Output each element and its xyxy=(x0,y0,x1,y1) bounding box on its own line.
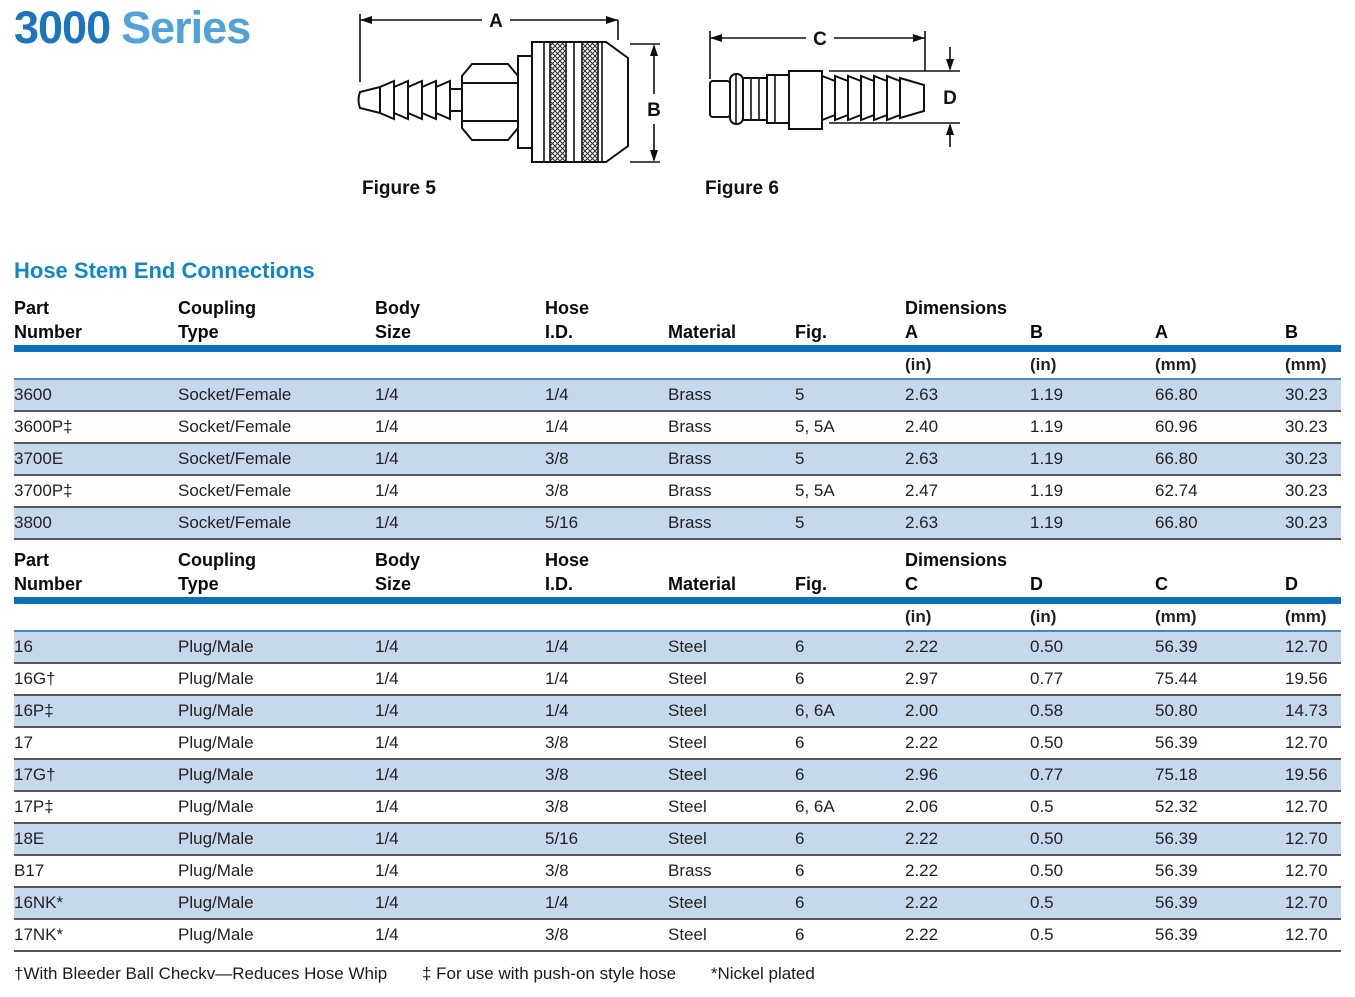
table-row xyxy=(14,380,1341,412)
table-cell: 66.80 xyxy=(1155,513,1198,532)
unit-label: (mm) xyxy=(1155,607,1197,626)
table-cell: 56.39 xyxy=(1155,829,1198,848)
table-cell: 16P‡ xyxy=(14,701,54,720)
coupling-sleeve xyxy=(532,42,628,162)
table-row xyxy=(14,476,1341,508)
table-cell: 12.70 xyxy=(1285,733,1328,752)
knurl-band xyxy=(550,42,566,162)
table-cell: 1/4 xyxy=(375,637,399,656)
arrowhead-right-icon xyxy=(606,16,618,24)
table-header-row xyxy=(14,540,1341,596)
table-cell: 56.39 xyxy=(1155,861,1198,880)
dim-label-d: D xyxy=(943,88,957,109)
table-cell: 16G† xyxy=(14,669,56,688)
table-cell: 2.96 xyxy=(905,765,939,784)
table-cell: Plug/Male xyxy=(178,893,254,912)
table-cell: 6 xyxy=(795,893,805,912)
column-header: Material xyxy=(668,322,737,342)
figure6-caption: Figure 6 xyxy=(705,178,779,199)
table-cell: 2.22 xyxy=(905,893,939,912)
knurl-band xyxy=(582,42,598,162)
table-cell: Steel xyxy=(668,733,707,752)
table-cell: 3/8 xyxy=(545,925,569,944)
table-cell: 17 xyxy=(14,733,33,752)
table-cell: 0.5 xyxy=(1030,797,1054,816)
table-cell: 14.73 xyxy=(1285,701,1328,720)
table-row xyxy=(14,632,1341,664)
table-cell: 2.22 xyxy=(905,733,939,752)
table-cell: 3700P‡ xyxy=(14,481,73,500)
table-row xyxy=(14,444,1341,476)
table-cell: 1.19 xyxy=(1030,385,1064,404)
table-cell: 3800 xyxy=(14,513,52,532)
footnotes xyxy=(14,964,1341,984)
section-heading: Hose Stem End Connections xyxy=(14,258,315,283)
column-header: Dimensions A xyxy=(905,298,1008,342)
table-cell: 16NK* xyxy=(14,893,64,912)
column-header: Coupling Type xyxy=(178,298,256,342)
hex-nut xyxy=(462,64,518,140)
table-cell: 2.22 xyxy=(905,861,939,880)
table-cell: 0.50 xyxy=(1030,637,1064,656)
table-cell: 3/8 xyxy=(545,797,569,816)
table-cell: Brass xyxy=(668,385,712,404)
table-cell: 30.23 xyxy=(1285,449,1328,468)
hose-barb-nose xyxy=(900,78,924,118)
unit-label: (mm) xyxy=(1155,355,1197,374)
column-header: Body Size xyxy=(375,550,420,594)
table-cell: 5 xyxy=(795,385,805,404)
table-cell: Plug/Male xyxy=(178,637,254,656)
table-cell: 1/4 xyxy=(375,513,399,532)
table-cell: 1/4 xyxy=(375,385,399,404)
hose-barb-nose xyxy=(359,87,381,113)
table-cell: 0.77 xyxy=(1030,669,1064,688)
table-cell: 3/8 xyxy=(545,733,569,752)
table-cell: 0.77 xyxy=(1030,765,1064,784)
table-cell: Plug/Male xyxy=(178,797,254,816)
column-header: Part Number xyxy=(14,298,83,342)
table-row xyxy=(14,728,1341,760)
table-cell: Plug/Male xyxy=(178,733,254,752)
table-cell: 6 xyxy=(795,861,805,880)
table-row xyxy=(14,920,1341,952)
table-cell: Steel xyxy=(668,669,707,688)
table-cell: Steel xyxy=(668,701,707,720)
unit-label: (mm) xyxy=(1285,355,1327,374)
table-cell: Plug/Male xyxy=(178,669,254,688)
table-cell: 16 xyxy=(14,637,33,656)
plug-body xyxy=(789,71,822,129)
table-cell: 1/4 xyxy=(545,701,569,720)
table-cell: 3/8 xyxy=(545,861,569,880)
table-cell: Steel xyxy=(668,829,707,848)
table-cell: Steel xyxy=(668,797,707,816)
table-row xyxy=(14,412,1341,444)
page-title-series-number: 3000 xyxy=(14,2,111,53)
table-cell: 2.40 xyxy=(905,417,939,436)
table-cell: B17 xyxy=(14,861,45,880)
table-cell: 1/4 xyxy=(375,417,399,436)
table-cell: 56.39 xyxy=(1155,925,1198,944)
table-cell: 30.23 xyxy=(1285,417,1328,436)
table-cell: 56.39 xyxy=(1155,733,1198,752)
table-cell: 1.19 xyxy=(1030,513,1064,532)
table-header-row xyxy=(14,288,1341,344)
table-row xyxy=(14,696,1341,728)
table-cell: Plug/Male xyxy=(178,925,254,944)
table-row xyxy=(14,508,1341,540)
table-cell: 56.39 xyxy=(1155,893,1198,912)
table-cell: 1/4 xyxy=(375,733,399,752)
page-title-series-word: Series xyxy=(121,2,251,53)
table-cell: 0.50 xyxy=(1030,861,1064,880)
column-header: Hose I.D. xyxy=(545,298,590,342)
table-cell: Brass xyxy=(668,861,712,880)
arrowhead-down-icon xyxy=(946,59,954,71)
unit-label: (in) xyxy=(1030,607,1057,626)
table-cell: 2.63 xyxy=(905,449,939,468)
units-row xyxy=(14,604,1341,630)
table-cell: 75.44 xyxy=(1155,669,1198,688)
table-cell: 1/4 xyxy=(375,829,399,848)
footnote-double-dagger: ‡ For use with push-on style hose xyxy=(421,964,677,983)
table-cell: 75.18 xyxy=(1155,765,1198,784)
column-header: Coupling Type xyxy=(178,550,256,594)
table-cell: 2.97 xyxy=(905,669,939,688)
table-cell: 5, 5A xyxy=(795,481,835,500)
table-cell: 52.32 xyxy=(1155,797,1198,816)
table-cell: 1.19 xyxy=(1030,417,1064,436)
dim-label-c: C xyxy=(813,29,827,50)
table-cell: 3/8 xyxy=(545,481,569,500)
plug-male-table xyxy=(14,540,1341,952)
table-cell: 3/8 xyxy=(545,449,569,468)
table-cell: 6 xyxy=(795,925,805,944)
table-cell: 12.70 xyxy=(1285,797,1328,816)
table-cell: 62.74 xyxy=(1155,481,1198,500)
table-cell: Plug/Male xyxy=(178,829,254,848)
table-cell: 5/16 xyxy=(545,513,579,532)
table-cell: 1/4 xyxy=(545,637,569,656)
table-cell: Brass xyxy=(668,449,712,468)
table-cell: Steel xyxy=(668,765,707,784)
table-cell: 17G† xyxy=(14,765,56,784)
figure5-caption: Figure 5 xyxy=(362,178,436,199)
table-cell: 1/4 xyxy=(545,385,569,404)
table-cell: 1/4 xyxy=(375,861,399,880)
table-cell: 17NK* xyxy=(14,925,64,944)
column-header: B xyxy=(1030,322,1043,342)
table-cell: Socket/Female xyxy=(178,513,292,532)
table-cell: Plug/Male xyxy=(178,765,254,784)
column-header: A xyxy=(1155,322,1168,342)
table-cell: Steel xyxy=(668,637,707,656)
table-cell: 19.56 xyxy=(1285,765,1328,784)
table-cell: 0.50 xyxy=(1030,733,1064,752)
table-cell: 3600P‡ xyxy=(14,417,73,436)
column-header: Fig. xyxy=(795,322,827,342)
table-cell: 1/4 xyxy=(375,765,399,784)
table-cell: 30.23 xyxy=(1285,481,1328,500)
table-cell: 66.80 xyxy=(1155,385,1198,404)
column-header: Material xyxy=(668,574,737,594)
table-cell: 19.56 xyxy=(1285,669,1328,688)
figure5-socket-coupling-drawing xyxy=(350,6,670,166)
unit-label: (in) xyxy=(905,607,932,626)
arrowhead-up-icon xyxy=(946,123,954,135)
table-cell: 3/8 xyxy=(545,765,569,784)
unit-label: (mm) xyxy=(1285,607,1327,626)
table-cell: 1/4 xyxy=(375,893,399,912)
table-cell: 30.23 xyxy=(1285,513,1328,532)
table-cell: 12.70 xyxy=(1285,925,1328,944)
table-cell: Socket/Female xyxy=(178,449,292,468)
table-cell: 6 xyxy=(795,765,805,784)
table-cell: 12.70 xyxy=(1285,829,1328,848)
unit-label: (in) xyxy=(1030,355,1057,374)
page-title xyxy=(14,2,250,54)
table-cell: 6 xyxy=(795,637,805,656)
table-cell: 1/4 xyxy=(545,417,569,436)
table-cell: 56.39 xyxy=(1155,637,1198,656)
table-cell: 50.80 xyxy=(1155,701,1198,720)
table-row xyxy=(14,824,1341,856)
table-cell: 1/4 xyxy=(375,925,399,944)
table-cell: 12.70 xyxy=(1285,637,1328,656)
table-cell: 1/4 xyxy=(545,893,569,912)
table-cell: 5 xyxy=(795,513,805,532)
table-cell: 6 xyxy=(795,669,805,688)
hose-stem-end-connections-section xyxy=(14,288,1341,984)
figure6-plug-coupling-drawing xyxy=(698,25,978,175)
table-cell: 1.19 xyxy=(1030,449,1064,468)
table-cell: 6 xyxy=(795,829,805,848)
arrowhead-left-icon xyxy=(710,34,722,42)
table-cell: 2.22 xyxy=(905,925,939,944)
table-cell: 6, 6A xyxy=(795,701,835,720)
table-row xyxy=(14,888,1341,920)
arrowhead-left-icon xyxy=(360,16,372,24)
table-cell: 0.5 xyxy=(1030,925,1054,944)
table-row xyxy=(14,856,1341,888)
plug-tip xyxy=(710,81,730,117)
header-rule xyxy=(14,345,1341,352)
table-cell: 2.00 xyxy=(905,701,939,720)
table-cell: 1/4 xyxy=(375,481,399,500)
table-cell: Plug/Male xyxy=(178,701,254,720)
dim-label-a: A xyxy=(489,11,503,32)
table-cell: 2.47 xyxy=(905,481,939,500)
units-row xyxy=(14,352,1341,378)
table-cell: 30.23 xyxy=(1285,385,1328,404)
table-cell: Socket/Female xyxy=(178,481,292,500)
socket-female-table xyxy=(14,288,1341,540)
table-cell: 1/4 xyxy=(375,701,399,720)
table-row xyxy=(14,760,1341,792)
header-rule xyxy=(14,597,1341,604)
table-row xyxy=(14,792,1341,824)
table-cell: 2.63 xyxy=(905,513,939,532)
table-cell: 5/16 xyxy=(545,829,579,848)
table-cell: 12.70 xyxy=(1285,861,1328,880)
table-cell: 6 xyxy=(795,733,805,752)
table-cell: 66.80 xyxy=(1155,449,1198,468)
table-cell: 1.19 xyxy=(1030,481,1064,500)
table-cell: 1/4 xyxy=(375,669,399,688)
table-cell: 0.50 xyxy=(1030,829,1064,848)
table-cell: 60.96 xyxy=(1155,417,1198,436)
arrowhead-down-icon xyxy=(650,150,658,162)
column-header: Dimensions C xyxy=(905,550,1008,594)
table-cell: Brass xyxy=(668,417,712,436)
column-header: Part Number xyxy=(14,550,83,594)
table-cell: 5, 5A xyxy=(795,417,835,436)
table-cell: Steel xyxy=(668,893,707,912)
column-header: Body Size xyxy=(375,298,420,342)
table-cell: 3600 xyxy=(14,385,52,404)
column-header: Fig. xyxy=(795,574,827,594)
table-cell: 2.63 xyxy=(905,385,939,404)
table-body xyxy=(14,632,1341,952)
table-row xyxy=(14,664,1341,696)
table-cell: Socket/Female xyxy=(178,417,292,436)
column-header: C xyxy=(1155,574,1168,594)
table-cell: 1/4 xyxy=(545,669,569,688)
footnote-dagger: †With Bleeder Ball Checkv—Reduces Hose Whip xyxy=(14,964,388,983)
table-cell: 17P‡ xyxy=(14,797,54,816)
table-cell: Socket/Female xyxy=(178,385,292,404)
table-cell: 1/4 xyxy=(375,449,399,468)
unit-label: (in) xyxy=(905,355,932,374)
column-header: B xyxy=(1285,322,1298,342)
table-cell: 6, 6A xyxy=(795,797,835,816)
arrowhead-up-icon xyxy=(650,44,658,56)
table-cell: Brass xyxy=(668,513,712,532)
dim-label-b: B xyxy=(647,100,661,121)
table-cell: 0.58 xyxy=(1030,701,1064,720)
table-body xyxy=(14,380,1341,540)
column-header: D xyxy=(1285,574,1298,594)
table-cell: 5 xyxy=(795,449,805,468)
table-cell: 3700E xyxy=(14,449,64,468)
table-cell: 1/4 xyxy=(375,797,399,816)
table-cell: 2.22 xyxy=(905,829,939,848)
table-cell: 2.22 xyxy=(905,637,939,656)
arrowhead-right-icon xyxy=(913,34,925,42)
table-cell: Steel xyxy=(668,925,707,944)
table-cell: 2.06 xyxy=(905,797,939,816)
table-cell: Plug/Male xyxy=(178,861,254,880)
table-cell: 12.70 xyxy=(1285,893,1328,912)
column-header: Hose I.D. xyxy=(545,550,590,594)
column-header: D xyxy=(1030,574,1043,594)
table-cell: Brass xyxy=(668,481,712,500)
table-cell: 18E xyxy=(14,829,45,848)
table-cell: 0.5 xyxy=(1030,893,1054,912)
footnote-asterisk: *Nickel plated xyxy=(710,964,815,983)
